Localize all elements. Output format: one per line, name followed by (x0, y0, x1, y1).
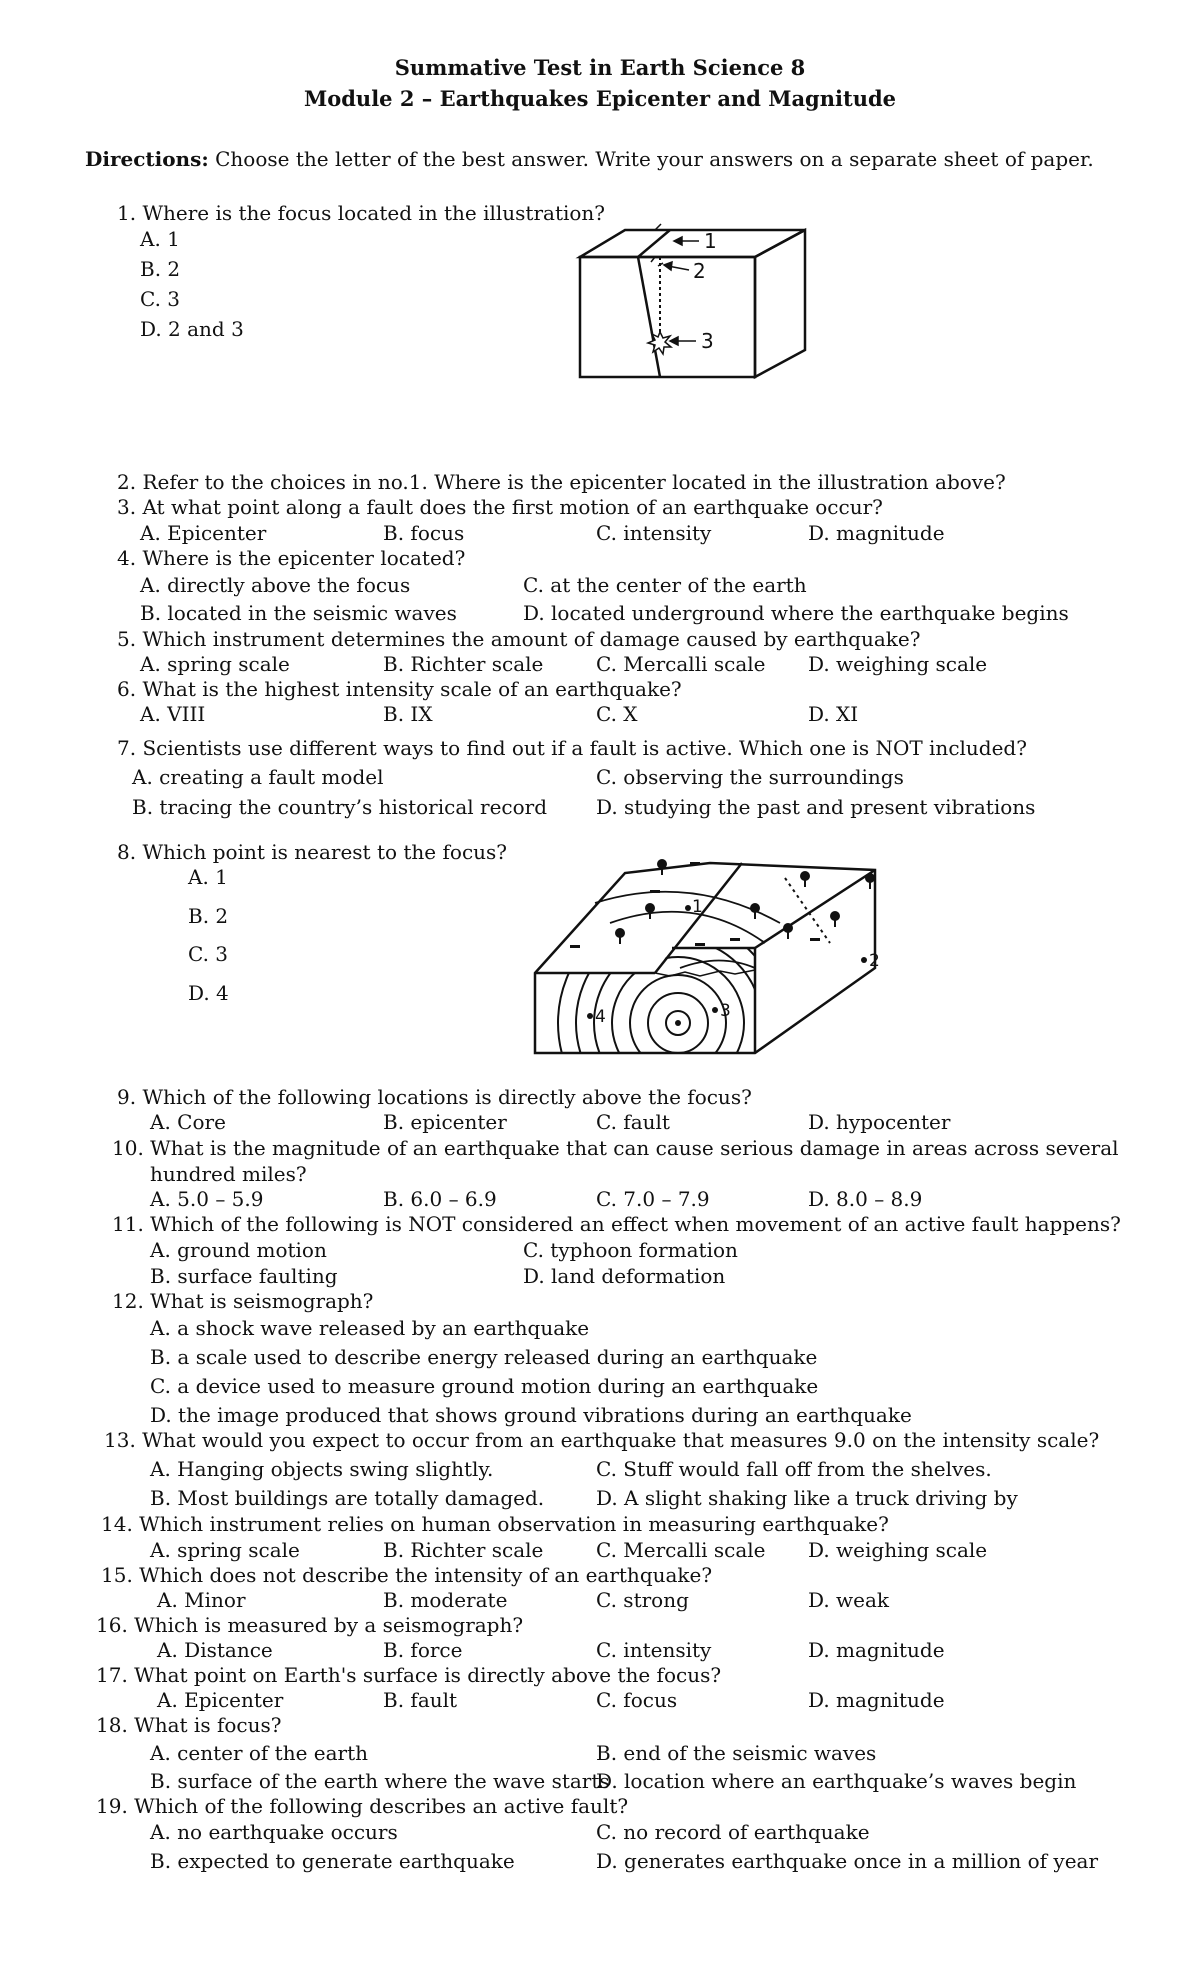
q9-choice-b: B. epicenter (383, 1110, 507, 1134)
block-top-face (580, 230, 805, 257)
question-16: 16. Which is measured by a seismograph? (96, 1613, 524, 1637)
question-3: 3. At what point along a fault does the first motion of an earthquake occur? (117, 495, 883, 519)
test-subtitle: Module 2 – Earthquakes Epicenter and Magnitude (303, 86, 897, 111)
q5-choice-b: B. Richter scale (383, 652, 544, 676)
focus-point (675, 1020, 681, 1026)
q12-choice-a: A. a shock wave released by an earthquake (150, 1316, 590, 1340)
q8-choice-a: A. 1 (188, 865, 228, 889)
question-13: 13. What would you expect to occur from an earthquake that measures 9.0 on the intensity scale? (104, 1428, 1100, 1452)
q18-choice-b2: B. surface of the earth where the wave starts (150, 1769, 610, 1793)
q11-choice-b: B. surface faulting (150, 1264, 338, 1288)
fig2-label-4: 4 (595, 1007, 606, 1027)
q18-choice-b: B. end of the seismic waves (596, 1741, 877, 1765)
q19-choice-c: C. no record of earthquake (596, 1820, 870, 1844)
question-19: 19. Which of the following describes an active fault? (96, 1794, 629, 1818)
q17-choice-a: A. Epicenter (157, 1688, 284, 1712)
fig1-label-2: 2 (693, 259, 706, 283)
q14-choice-b: B. Richter scale (383, 1538, 544, 1562)
q10-choice-a: A. 5.0 – 5.9 (150, 1187, 264, 1211)
q14-choice-d: D. weighing scale (808, 1538, 988, 1562)
q3-choice-a: A. Epicenter (140, 521, 267, 545)
q18-choice-a: A. center of the earth (150, 1741, 369, 1765)
q16-choice-a: A. Distance (157, 1638, 273, 1662)
q7-choice-c: C. observing the surroundings (596, 765, 904, 789)
fault-line (638, 257, 660, 377)
question-5: 5. Which instrument determines the amount of damage caused by earthquake? (117, 627, 921, 651)
q10-choice-d: D. 8.0 – 8.9 (808, 1187, 923, 1211)
block-front-face (580, 257, 755, 377)
q8-choice-d: D. 4 (188, 981, 229, 1005)
q6-choice-b: B. IX (383, 702, 433, 726)
q16-choice-d: D. magnitude (808, 1638, 945, 1662)
q19-choice-a: A. no earthquake occurs (150, 1820, 398, 1844)
q12-choice-d: D. the image produced that shows ground vibrations during an earthquake (150, 1403, 912, 1427)
q11-choice-d: D. land deformation (523, 1264, 726, 1288)
question-15: 15. Which does not describe the intensity of an earthquake? (101, 1563, 713, 1587)
q15-choice-c: C. strong (596, 1588, 689, 1612)
directions (85, 147, 1094, 171)
q6-choice-d: D. XI (808, 702, 859, 726)
q1-choice-a: A. 1 (140, 227, 180, 251)
q5-choice-a: A. spring scale (140, 652, 290, 676)
surface-crack (785, 878, 830, 943)
q13-choice-b: B. Most buildings are totally damaged. (150, 1486, 545, 1510)
q4-choice-d: D. located underground where the earthquake begins (523, 601, 1069, 625)
question-7: 7. Scientists use different ways to find out if a fault is active. Which one is NOT included? (117, 736, 1027, 760)
question-6: 6. What is the highest intensity scale of an earthquake? (117, 677, 682, 701)
q16-choice-c: C. intensity (596, 1638, 712, 1662)
block-outline (535, 863, 875, 1053)
q16-choice-b: B. force (383, 1638, 463, 1662)
q4-choice-b: B. located in the seismic waves (140, 601, 457, 625)
q10-choice-c: C. 7.0 – 7.9 (596, 1187, 710, 1211)
fig2-label-1: 1 (692, 897, 703, 917)
q13-choice-d: D. A slight shaking like a truck driving by (596, 1486, 1018, 1510)
q13-choice-a: A. Hanging objects swing slightly. (150, 1457, 494, 1481)
fig1-label-3: 3 (701, 329, 714, 353)
question-1: 1. Where is the focus located in the illustration? (117, 201, 606, 225)
q12-choice-c: C. a device used to measure ground motion during an earthquake (150, 1374, 819, 1398)
q4-choice-a: A. directly above the focus (140, 573, 411, 597)
q17-choice-c: C. focus (596, 1688, 678, 1712)
q14-choice-c: C. Mercalli scale (596, 1538, 766, 1562)
q4-choice-c: C. at the center of the earth (523, 573, 807, 597)
wave-front-rings (558, 903, 798, 1060)
q12-choice-b: B. a scale used to describe energy released during an earthquake (150, 1345, 818, 1369)
block-side-face (755, 230, 805, 377)
question-18: 18. What is focus? (96, 1713, 282, 1737)
q14-choice-a: A. spring scale (150, 1538, 300, 1562)
q7-choice-b: B. tracing the country’s historical record (132, 795, 548, 819)
question-17: 17. What point on Earth's surface is directly above the focus? (96, 1663, 722, 1687)
directions-text: Choose the letter of the best answer. Write your answers on a separate sheet of paper. (215, 147, 1094, 171)
fig2-label-2: 2 (869, 951, 880, 971)
q3-choice-d: D. magnitude (808, 521, 945, 545)
q1-choice-c: C. 3 (140, 287, 181, 311)
q9-choice-c: C. fault (596, 1110, 670, 1134)
q15-choice-b: B. moderate (383, 1588, 508, 1612)
question-2: 2. Refer to the choices in no.1. Where is the epicenter located in the illustration above? (117, 470, 1006, 494)
q3-choice-c: C. intensity (596, 521, 712, 545)
test-title: Summative Test in Earth Science 8 (394, 55, 806, 80)
q7-choice-d: D. studying the past and present vibrations (596, 795, 1036, 819)
q18-choice-d: D. location where an earthquake’s waves begin (596, 1769, 1077, 1793)
question-10: 10. What is the magnitude of an earthquake that can cause serious damage in areas across several (112, 1136, 1119, 1160)
q3-choice-b: B. focus (383, 521, 465, 545)
q9-choice-a: A. Core (150, 1110, 226, 1134)
q8-choice-b: B. 2 (188, 904, 229, 928)
question-8: 8. Which point is nearest to the focus? (117, 840, 508, 864)
q11-choice-a: A. ground motion (150, 1238, 327, 1262)
q17-choice-b: B. fault (383, 1688, 458, 1712)
question-11: 11. Which of the following is NOT considered an effect when movement of an active fault happens? (112, 1212, 1121, 1236)
q8-choice-c: C. 3 (188, 942, 229, 966)
q11-choice-c: C. typhoon formation (523, 1238, 738, 1262)
q15-choice-a: A. Minor (157, 1588, 246, 1612)
question-12: 12. What is seismograph? (112, 1289, 374, 1313)
q1-choice-b: B. 2 (140, 257, 181, 281)
fig1-label-1: 1 (704, 229, 717, 253)
q13-choice-c: C. Stuff would fall off from the shelves. (596, 1457, 992, 1481)
q6-choice-c: C. X (596, 702, 638, 726)
question-4: 4. Where is the epicenter located? (117, 546, 466, 570)
q6-choice-a: A. VIII (140, 702, 206, 726)
q5-choice-d: D. weighing scale (808, 652, 988, 676)
q15-choice-d: D. weak (808, 1588, 890, 1612)
question-10-continued: hundred miles? (150, 1162, 307, 1186)
q7-choice-a: A. creating a fault model (132, 765, 384, 789)
fault-block-diagram (575, 222, 815, 382)
q19-choice-d: D. generates earthquake once in a million of year (596, 1849, 1099, 1873)
q1-choice-d: D. 2 and 3 (140, 317, 244, 341)
point-2-dot (861, 957, 867, 963)
directions-label: Directions: (85, 147, 209, 171)
q5-choice-c: C. Mercalli scale (596, 652, 766, 676)
seismic-waves-diagram (530, 848, 880, 1060)
q17-choice-d: D. magnitude (808, 1688, 945, 1712)
q19-choice-b: B. expected to generate earthquake (150, 1849, 515, 1873)
question-14: 14. Which instrument relies on human observation in measuring earthquake? (101, 1512, 889, 1536)
q10-choice-b: B. 6.0 – 6.9 (383, 1187, 497, 1211)
fig2-label-3: 3 (720, 1001, 731, 1021)
point-3-dot (712, 1007, 718, 1013)
point-1-dot (685, 905, 691, 911)
q9-choice-d: D. hypocenter (808, 1110, 951, 1134)
point-4-dot (587, 1013, 593, 1019)
question-9: 9. Which of the following locations is directly above the focus? (117, 1085, 752, 1109)
